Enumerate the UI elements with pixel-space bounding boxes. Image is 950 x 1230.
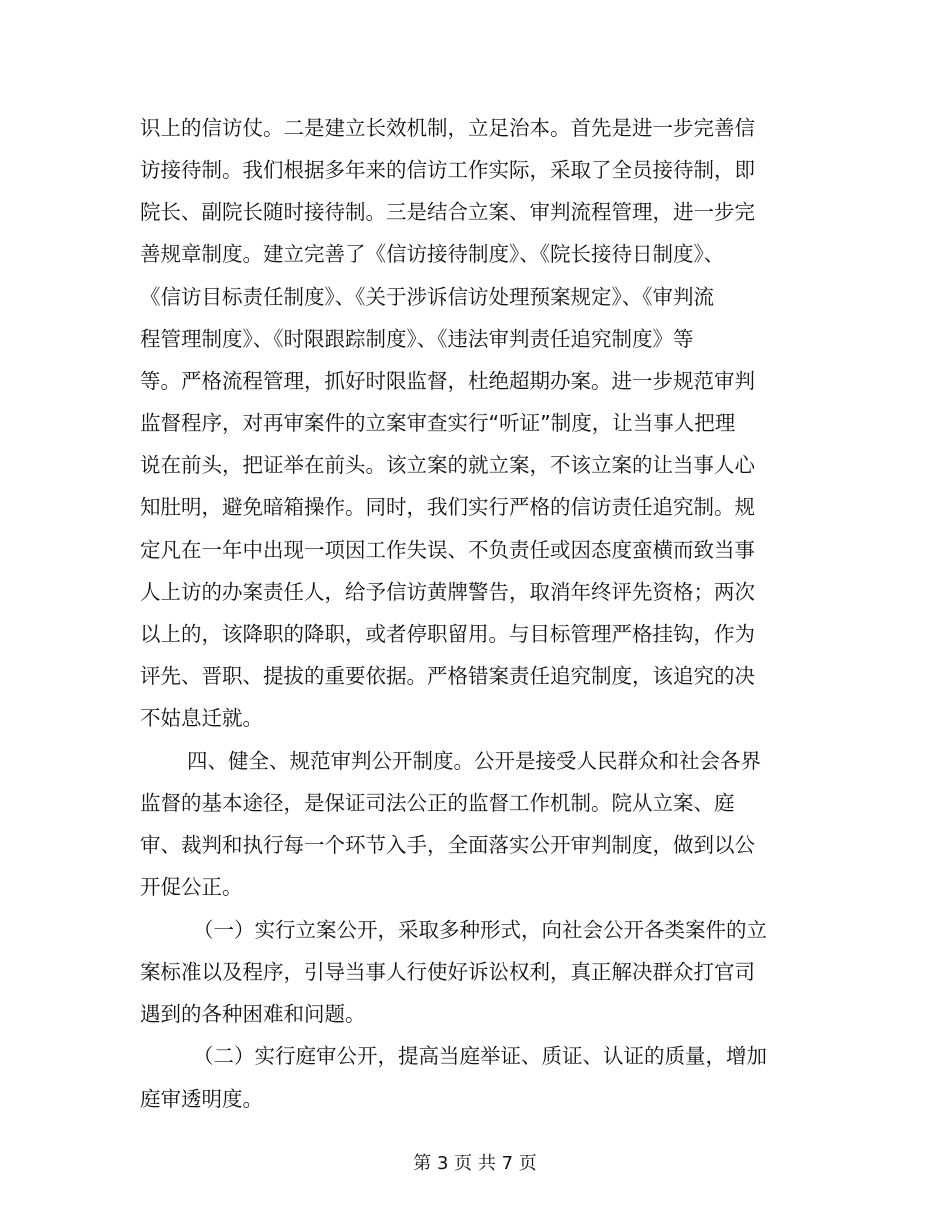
text-line: 识上的信访仗。二是建立长效机制，立足治本。首先是进一步完善信 [140,116,755,140]
text-line: 审、裁判和执行每一个环节入手，全面落实公开审判制度，做到以公 [140,833,755,857]
text-line: 监督的基本途径，是保证司法公正的监督工作机制。院从立案、庭 [140,791,735,815]
text-line: 监督程序，对再审案件的立案审查实行“听证”制度，让当事人把理 [140,411,736,435]
text-line: 庭审透明度。 [140,1087,263,1111]
subsection-line: （一）实行立案公开，采取多种形式，向社会公开各类案件的立 [193,918,767,942]
text-line: 评先、晋职、提拔的重要依据。严格错案责任追究制度，该追究的决 [140,664,755,688]
text-line: 访接待制。我们根据多年来的信访工作实际，采取了全员接待制，即 [140,158,755,182]
text-line: 院长、副院长随时接待制。三是结合立案、审判流程管理，进一步完 [140,200,755,224]
text-line: 《信访目标责任制度》、《关于涉诉信访处理预案规定》、《审判流 [140,285,714,309]
text-line: 定凡在一年中出现一项因工作失误、不负责任或因态度蛮横而致当事 [140,538,755,562]
text-line: 不姑息迁就。 [140,706,263,730]
subsection-line: （二）实行庭审公开，提高当庭举证、质证、认证的质量，增加 [193,1044,767,1068]
text-line: 以上的，该降职的降职，或者停职留用。与目标管理严格挂钩，作为 [140,622,755,646]
text-line: 案标准以及程序，引导当事人行使好诉讼权利，真正解决群众打官司 [140,960,755,984]
text-line: 说在前头，把证举在前头。该立案的就立案，不该立案的让当事人心 [140,453,755,477]
text-line: 开促公正。 [140,875,243,899]
paragraph-heading: 四、健全、规范审判公开制度。公开是接受人民群众和社会各界 [187,749,761,773]
text-line: 善规章制度。建立完善了《信访接待制度》、《院长接待日制度》、 [140,242,725,266]
text-line: 等。严格流程管理，抓好时限监督，杜绝超期办案。进一步规范审判 [140,369,755,393]
text-line: 知肚明，避免暗箱操作。同时，我们实行严格的信访责任追究制。规 [140,495,755,519]
text-line: 程管理制度》、《时限跟踪制度》、《违法审判责任追究制度》等 [140,327,694,351]
text-line: 遇到的各种困难和问题。 [140,1002,366,1026]
page-number-footer: 第 3 页 共 7 页 [413,1153,537,1174]
text-line: 人上访的办案责任人，给予信访黄牌警告，取消年终评先资格；两次 [140,580,755,604]
